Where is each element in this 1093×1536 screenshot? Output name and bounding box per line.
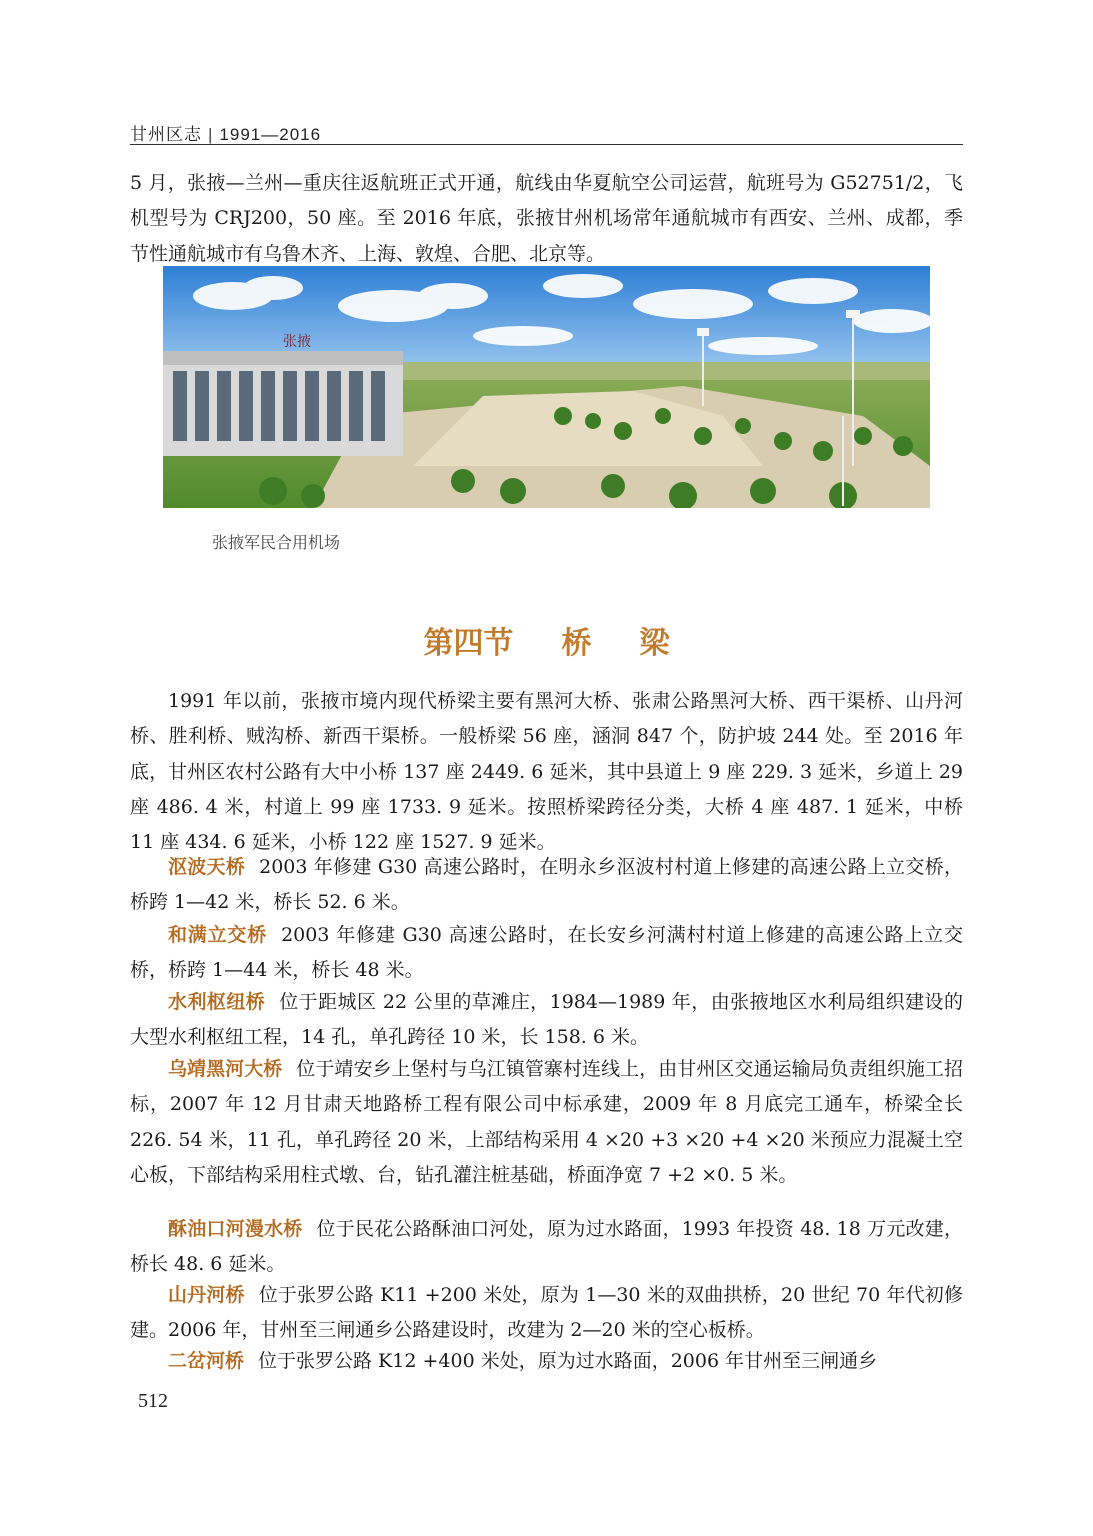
bridge-entry <box>130 1212 963 1283</box>
bridge-description: 2003 年修建 G30 高速公路时，在明永乡沤波村村道上修建的高速公路上立交桥，桥跨 1—42 米，桥长 52. 6 米。 <box>130 856 963 914</box>
running-header <box>130 120 963 145</box>
book-title: 甘州区志 <box>130 125 202 144</box>
bridge-name: 沤波天桥 <box>168 857 246 878</box>
bridge-name: 水利枢纽桥 <box>168 992 266 1013</box>
bridge-name: 酥油口河漫水桥 <box>168 1219 303 1240</box>
section-title-char-2: 梁 <box>639 626 670 661</box>
page-number: 512 <box>138 1390 168 1412</box>
bridge-description: 位于张罗公路 K12 +400 米处，原为过水路面，2006 年甘州至三闸通乡 <box>258 1350 878 1372</box>
bridge-name: 二岔河桥 <box>168 1351 245 1372</box>
building-sign: 张掖 <box>283 334 311 350</box>
bridge-description: 2003 年修建 G30 高速公路时，在长安乡河满村村道上修建的高速公路上立交桥，桥跨 1—44 米，桥长 48 米。 <box>130 924 963 982</box>
airport-photo <box>163 266 930 508</box>
header-separator: | <box>208 125 214 144</box>
bridge-name: 山丹河桥 <box>168 1285 245 1306</box>
bridge-description: 位于张罗公路 K11 +200 米处，原为 1—30 米的双曲拱桥，20 世纪 70 年代初修建。2006 年，甘州至三闸通乡公路建设时，改建为 2—20 米的空心板桥。 <box>130 1284 963 1342</box>
bridge-entry <box>130 1278 963 1349</box>
bridge-entry <box>130 918 963 989</box>
photo-caption: 张掖军民合用机场 <box>212 535 341 552</box>
airport-photo-illustration <box>163 266 930 508</box>
bridge-entry <box>130 1344 963 1379</box>
bridge-description: 位于民花公路酥油口河处，原为过水路面，1993 年投资 48. 18 万元改建，桥长 48. 6 延米。 <box>130 1218 963 1276</box>
bridge-entry <box>130 985 963 1056</box>
section-title <box>0 618 1093 662</box>
bridge-description: 位于距城区 22 公里的草滩庄，1984—1989 年，由张掖地区水利局组织建设的大型水利枢纽工程，14 孔，单孔跨径 10 米，长 158. 6 米。 <box>130 991 963 1049</box>
year-range: 1991—2016 <box>219 125 322 144</box>
section-number: 第四节 <box>423 626 514 661</box>
overview-paragraph: 1991 年以前，张掖市境内现代桥梁主要有黑河大桥、张肃公路黑河大桥、西干渠桥、山丹河桥、胜利桥、贼沟桥、新西干渠桥。一般桥梁 56 座，涵洞 847 个，防护坡 244 处。至 2016 年底，甘州区农村公路有大中小桥 137 座 2449. 6 延米，其中县道上 9 座 229. 3 延米，乡道上 29 座 486. 4 米，村道上 99 座 1733. 9 延米。按照桥梁跨径分类，大桥 4 座 487. 1 延米，中桥 11 座 434. 6 延米，小桥 122 座 1527. 9 延米。 <box>130 690 963 854</box>
bridge-description: 位于靖安乡上堡村与乌江镇管寨村连线上，由甘州区交通运输局负责组织施工招标，2007 年 12 月甘肃天地路桥工程有限公司中标承建，2009 年 8 月底完工通车，桥梁全长 226. 54 米，11 孔，单孔跨径 20 米，上部结构采用 4 ×20 +3 ×20 +4 ×20 米预应力混凝土空心板，下部结构采用柱式墩、台，钻孔灌注桩基础，桥面净宽 7 +2 ×0. 5 米。 <box>130 1058 963 1186</box>
section-title-char-1: 桥 <box>561 626 592 661</box>
bridge-entry <box>130 850 963 921</box>
bridge-entry <box>130 1052 963 1193</box>
bridge-name: 和满立交桥 <box>168 925 268 946</box>
bridge-name: 乌靖黑河大桥 <box>168 1059 283 1080</box>
intro-paragraph: 5 月，张掖—兰州—重庆往返航班正式开通，航线由华夏航空公司运营，航班号为 G52751/2，飞机型号为 CRJ200，50 座。至 2016 年底，张掖甘州机场常年通航城市有西安、兰州、成都，季节性通航城市有乌鲁木齐、上海、敦煌、合肥、北京等。 <box>130 172 963 265</box>
